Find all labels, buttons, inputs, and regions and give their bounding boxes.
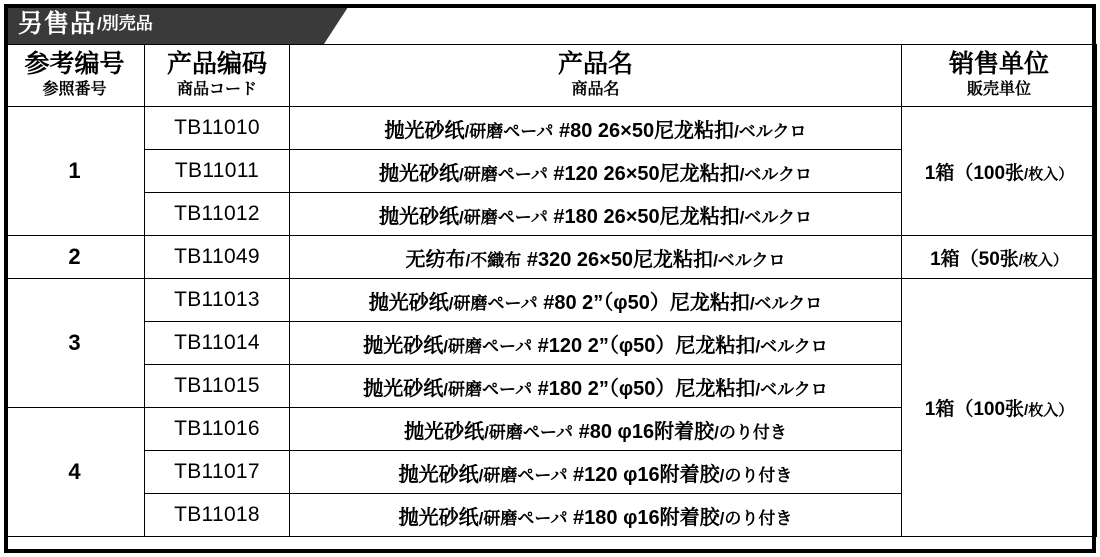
header-sales-unit: [902, 45, 1097, 107]
table-row: [5, 279, 1097, 322]
header-ref-number-jp: 参照番号: [42, 81, 107, 99]
product-name-jp: /研磨ペーパ: [448, 293, 538, 313]
product-name-cn2: 附着胶: [659, 506, 720, 529]
cell-product-code: [145, 322, 290, 365]
cell-product-code: [145, 150, 290, 193]
product-name-cn: 抛光砂纸: [378, 205, 459, 228]
cell-ref-number: [5, 107, 145, 236]
cell-product-name: [290, 494, 902, 537]
product-name-jp2: /ベルクロ: [755, 379, 828, 399]
sales-unit-value: [925, 163, 1073, 184]
cell-ref-number: [5, 236, 145, 279]
product-name-cn2: 附着胶: [654, 420, 715, 443]
cell-product-code: [145, 279, 290, 322]
product-name-cn: 抛光砂纸: [398, 463, 479, 486]
cell-product-code: [145, 451, 290, 494]
parts-table: [4, 44, 1097, 537]
product-name-cn2: 尼龙粘扣: [633, 248, 714, 271]
product-code-value: TB11015: [174, 374, 260, 397]
sales-unit-jp: /枚入）: [1018, 251, 1068, 269]
product-code-value: TB11011: [174, 159, 260, 182]
product-name-jp: /研磨ペーパ: [443, 379, 533, 399]
product-code-value: TB11012: [174, 202, 260, 225]
product-name-jp2: /ベルクロ: [755, 336, 828, 356]
ref-number-value: 2: [68, 244, 81, 269]
header-product-name: [290, 45, 902, 107]
cell-product-name: [290, 107, 902, 150]
ribbon-notch: [324, 4, 350, 44]
table-body: [5, 107, 1097, 537]
cell-product-name: [290, 322, 902, 365]
product-name-spec: #80 φ16: [573, 420, 655, 443]
product-name-cn2: 尼龙粘扣: [659, 162, 740, 185]
cell-product-name: [290, 193, 902, 236]
header-product-name-cn: 产品名: [557, 49, 633, 78]
product-name-value: [404, 421, 787, 443]
sales-unit-cn: 1箱（100张: [924, 399, 1025, 420]
product-name-jp2: /のり付き: [714, 422, 787, 442]
header-ref-number-cn: 参考编号: [24, 49, 125, 78]
product-name-value: [369, 292, 822, 314]
product-name-value: [379, 163, 812, 185]
cell-sales-unit: [902, 107, 1097, 236]
product-name-cn2: 尼龙粘扣: [654, 119, 735, 142]
cell-sales-unit: [902, 236, 1097, 279]
header-sales-unit-jp: 販売単位: [966, 81, 1031, 99]
sales-unit-cn: 1箱（50张: [930, 248, 1019, 270]
cell-product-name: [290, 150, 902, 193]
cell-product-name: [290, 408, 902, 451]
table-header-row: [5, 45, 1097, 107]
header-sales-unit-cn: 销售单位: [948, 49, 1049, 78]
header-product-code-cn: 产品编码: [166, 49, 267, 78]
sales-unit-cn: 1箱（100张: [924, 162, 1025, 184]
table-row: [5, 107, 1097, 150]
ref-number-value: 3: [68, 330, 81, 355]
product-name-value: [385, 120, 807, 142]
ref-number-value: 1: [68, 158, 81, 183]
product-name-jp2: /ベルクロ: [749, 293, 823, 313]
cell-sales-unit: [902, 279, 1097, 537]
header-product-code: [145, 45, 290, 107]
product-name-jp: /研磨ペーパ: [458, 207, 548, 227]
product-name-value: [406, 249, 786, 271]
product-name-spec: #180 φ16: [567, 506, 660, 529]
product-name-jp: /研磨ペーパ: [484, 422, 574, 442]
product-name-jp2: /ベルクロ: [713, 250, 786, 270]
product-name-jp2: /ベルクロ: [739, 207, 813, 227]
product-code-value: TB11010: [174, 116, 260, 139]
product-name-spec: #180 26×50: [547, 205, 660, 228]
product-name-spec: #120 26×50: [547, 162, 660, 185]
product-name-jp2: /ベルクロ: [739, 164, 813, 184]
product-name-cn: 抛光砂纸: [363, 377, 444, 400]
section-title-cn: 另售品: [18, 9, 97, 38]
product-code-value: TB11017: [174, 460, 260, 483]
product-name-jp2: /のり付き: [719, 465, 793, 485]
product-name-jp: /研磨ペーパ: [458, 164, 548, 184]
product-name-spec: #320 26×50: [521, 248, 634, 271]
product-code-value: TB11049: [174, 245, 260, 268]
product-name-jp: /研磨ペーパ: [443, 336, 533, 356]
product-name-spec: #120 φ16: [567, 463, 660, 486]
product-name-spec: #80 2”（φ50）: [537, 291, 670, 314]
sales-unit-value: [930, 249, 1068, 270]
header-product-name-jp: 商品名: [571, 81, 620, 99]
sales-unit-value: [925, 399, 1073, 420]
product-name-cn2: 尼龙粘扣: [669, 291, 750, 314]
product-name-cn: 抛光砂纸: [368, 291, 449, 314]
product-name-value: [363, 335, 828, 357]
product-name-cn2: 附着胶: [659, 463, 720, 486]
product-code-value: TB11014: [174, 331, 260, 354]
cell-product-code: [145, 408, 290, 451]
product-name-value: [399, 507, 793, 529]
cell-product-name: [290, 236, 902, 279]
sales-unit-jp: /枚入）: [1024, 165, 1074, 183]
product-name-value: [379, 206, 812, 228]
product-code-value: TB11018: [174, 503, 260, 526]
product-name-jp2: /のり付き: [719, 508, 793, 528]
header-ref-number: [5, 45, 145, 107]
table-header: [5, 45, 1097, 107]
product-name-jp: /研磨ペーパ: [478, 465, 568, 485]
product-name-cn: 抛光砂纸: [398, 506, 479, 529]
cell-product-name: [290, 279, 902, 322]
product-code-value: TB11016: [174, 417, 260, 440]
product-name-spec: #80 26×50: [553, 119, 655, 142]
product-name-spec: #180 2”（φ50）: [532, 377, 676, 400]
product-name-cn: 抛光砂纸: [384, 119, 465, 142]
product-name-cn2: 尼龙粘扣: [675, 377, 756, 400]
ref-number-value: 4: [68, 459, 81, 484]
cell-product-code: [145, 494, 290, 537]
product-name-jp2: /ベルクロ: [734, 121, 807, 141]
product-name-cn: 抛光砂纸: [363, 334, 444, 357]
cell-ref-number: [5, 279, 145, 408]
product-name-cn2: 尼龙粘扣: [675, 334, 756, 357]
product-name-spec: #120 2”（φ50）: [532, 334, 676, 357]
section-title-jp: /別売品: [97, 14, 153, 33]
sales-unit-jp: /枚入）: [1024, 402, 1074, 419]
product-code-value: TB11013: [174, 288, 260, 311]
cell-product-code: [145, 365, 290, 408]
cell-product-code: [145, 236, 290, 279]
header-product-code-jp: 商品コード: [176, 81, 257, 99]
table-row: [5, 236, 1097, 279]
cell-product-name: [290, 451, 902, 494]
product-name-value: [399, 464, 793, 486]
product-name-jp: /研磨ペーパ: [464, 121, 554, 141]
product-name-cn: 抛光砂纸: [404, 420, 485, 443]
cell-product-name: [290, 365, 902, 408]
product-name-jp: /研磨ペーパ: [478, 508, 568, 528]
cell-ref-number: [5, 408, 145, 537]
section-title-ribbon: [4, 4, 324, 44]
product-name-jp: /不織布: [465, 250, 522, 270]
cell-product-code: [145, 193, 290, 236]
product-name-cn2: 尼龙粘扣: [659, 205, 740, 228]
product-name-cn: 抛光砂纸: [378, 162, 459, 185]
product-name-cn: 无纺布: [405, 248, 466, 271]
product-name-value: [363, 378, 828, 400]
cell-product-code: [145, 107, 290, 150]
